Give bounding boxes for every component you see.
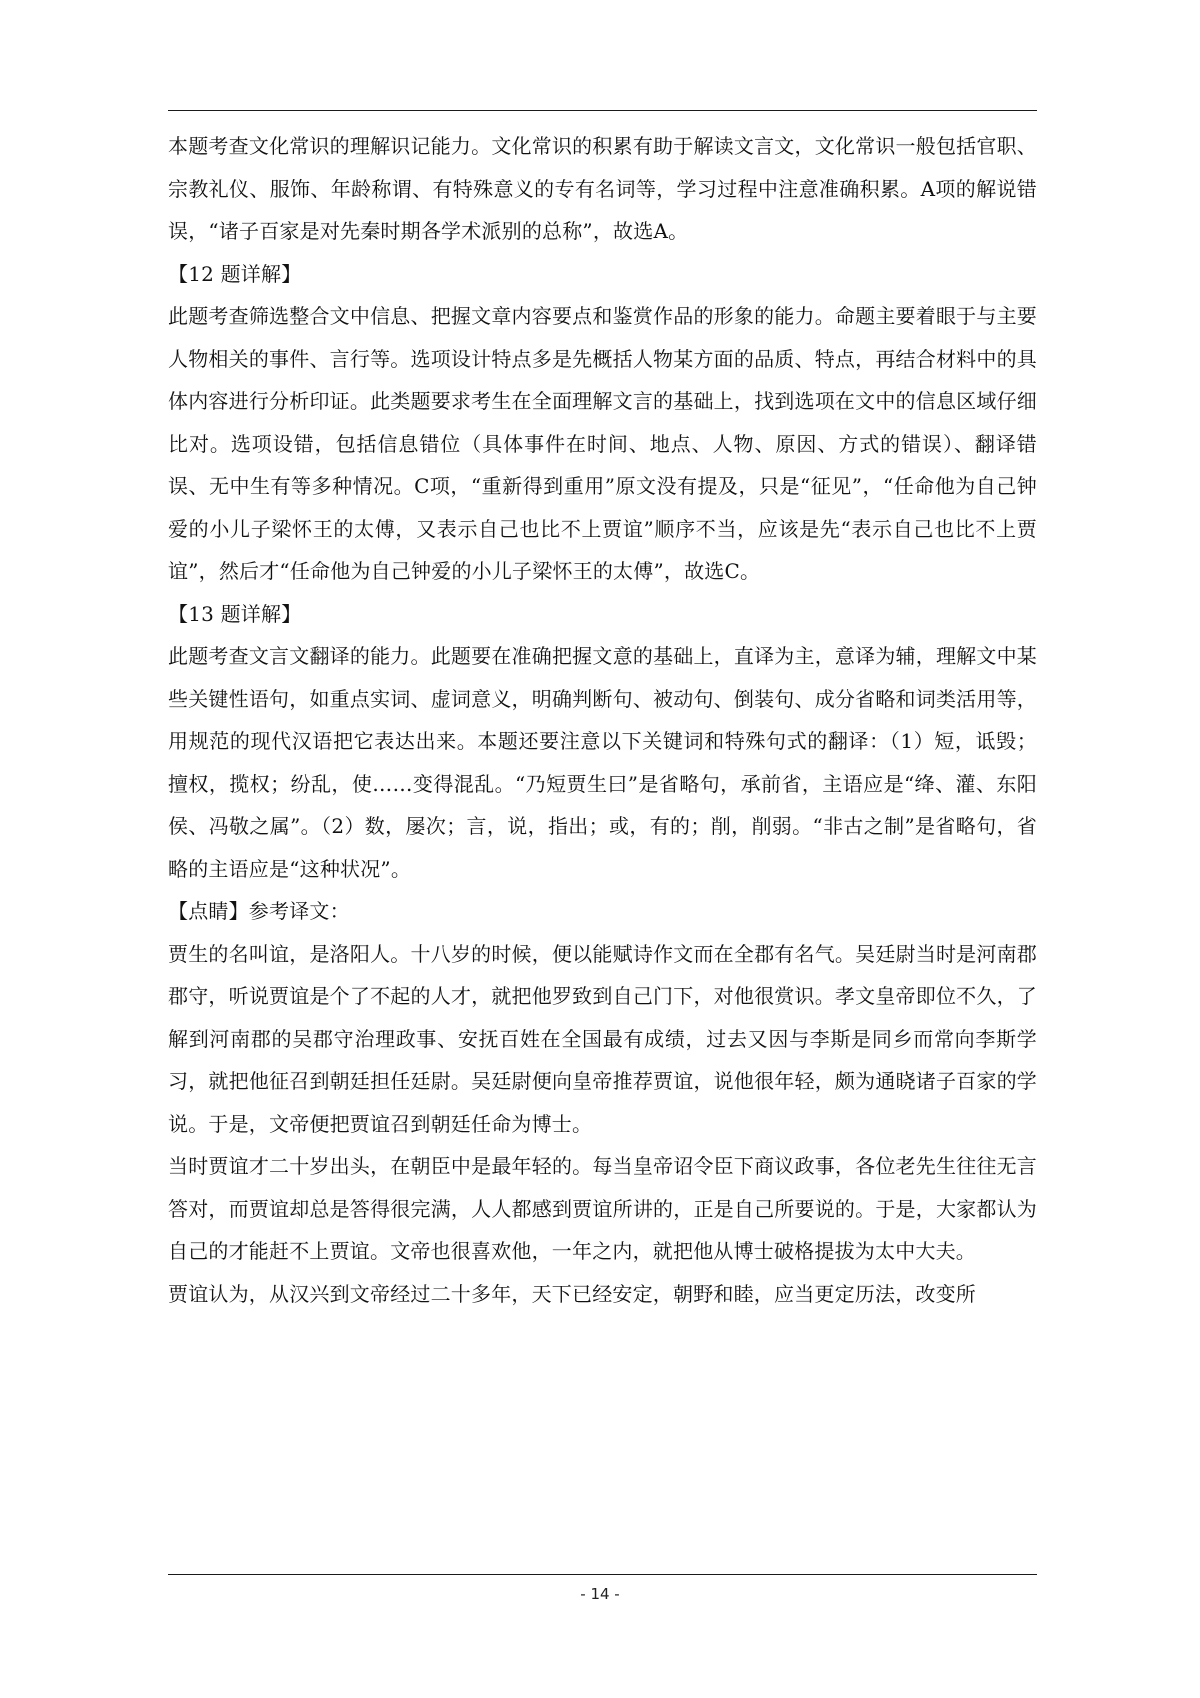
paragraph-question-13: 此题考查文言文翻译的能力。此题要在准确把握文意的基础上，直译为主，意译为辅，理解文中某些关键性语句，如重点实词、虚词意义，明确判断句、被动句、倒装句、成分省略和词类活用等，用规范的现代汉语把它表达出来。本题还要注意以下关键词和特殊句式的翻译：（1）短，诋毁；擅权，揽权；纷乱，使……变得混乱。“乃短贾生曰”是省略句，承前省，主语应是“绛、灌、东阳侯、冯敬之属”。（2）数，屡次；言，说，指出；或，有的；削，削弱。“非古之制”是省略句，省略的主语应是“这种状况”。 [168,644,1037,881]
footer-rule [168,1574,1037,1575]
page-number: - 14 - [580,1585,620,1603]
heading-question-13: 【13 题详解】 [168,601,302,626]
paragraph-translation-3: 贾谊认为，从汉兴到文帝经过二十多年，天下已经安定，朝野和睦，应当更定历法，改变所 [168,1281,976,1306]
heading-question-12: 【12 题详解】 [168,261,302,286]
paragraph-question-12: 此题考查筛选整合文中信息、把握文章内容要点和鉴赏作品的形象的能力。命题主要着眼于与主要人物相关的事件、言行等。选项设计特点多是先概括人物某方面的品质、特点，再结合材料中的具体内容进行分析印证。此类题要求考生在全面理解文言的基础上，找到选项在文中的信息区域仔细比对。选项设错，包括信息错位（具体事件在时间、地点、人物、原因、方式的错误）、翻译错误、无中生有等多种情况。C项，“重新得到重用”原文没有提及，只是“征见”，“任命他为自己钟爱的小儿子梁怀王的太傅，又表示自己也比不上贾谊”顺序不当，应该是先“表示自己也比不上贾谊”，然后才“任命他为自己钟爱的小儿子梁怀王的太傅”，故选C。 [168,304,1037,583]
paragraph-cultural-knowledge: 本题考查文化常识的理解识记能力。文化常识的积累有助于解读文言文，文化常识一般包括官职、宗教礼仪、服饰、年龄称谓、有特殊意义的专有名词等，学习过程中注意准确积累。A项的解说错误，“诸子百家是对先秦时期各学术派别的总称”，故选A。 [168,134,1037,243]
paragraph-translation-1: 贾生的名叫谊，是洛阳人。十八岁的时候，便以能赋诗作文而在全郡有名气。吴廷尉当时是河南郡郡守，听说贾谊是个了不起的人才，就把他罗致到自己门下，对他很赏识。孝文皇帝即位不久，了解到河南郡的吴郡守治理政事、安抚百姓在全国最有成绩，过去又因与李斯是同乡而常向李斯学习，就把他征召到朝廷担任廷尉。吴廷尉便向皇帝推荐贾谊，说他很年轻，颇为通晓诸子百家的学说。于是，文帝便把贾谊召到朝廷任命为博士。 [168,941,1037,1136]
paragraph-translation-2: 当时贾谊才二十岁出头，在朝臣中是最年轻的。每当皇帝诏令臣下商议政事，各位老先生往往无言答对，而贾谊却总是答得很完满，人人都感到贾谊所讲的，正是自己所要说的。于是，大家都认为自己的才能赶不上贾谊。文帝也很喜欢他，一年之内，就把他从博士破格提拔为太中大夫。 [168,1154,1037,1263]
document-body [168,125,1037,1315]
heading-dianjing: 【点睛】参考译文： [168,899,350,923]
header-rule [168,110,1037,111]
